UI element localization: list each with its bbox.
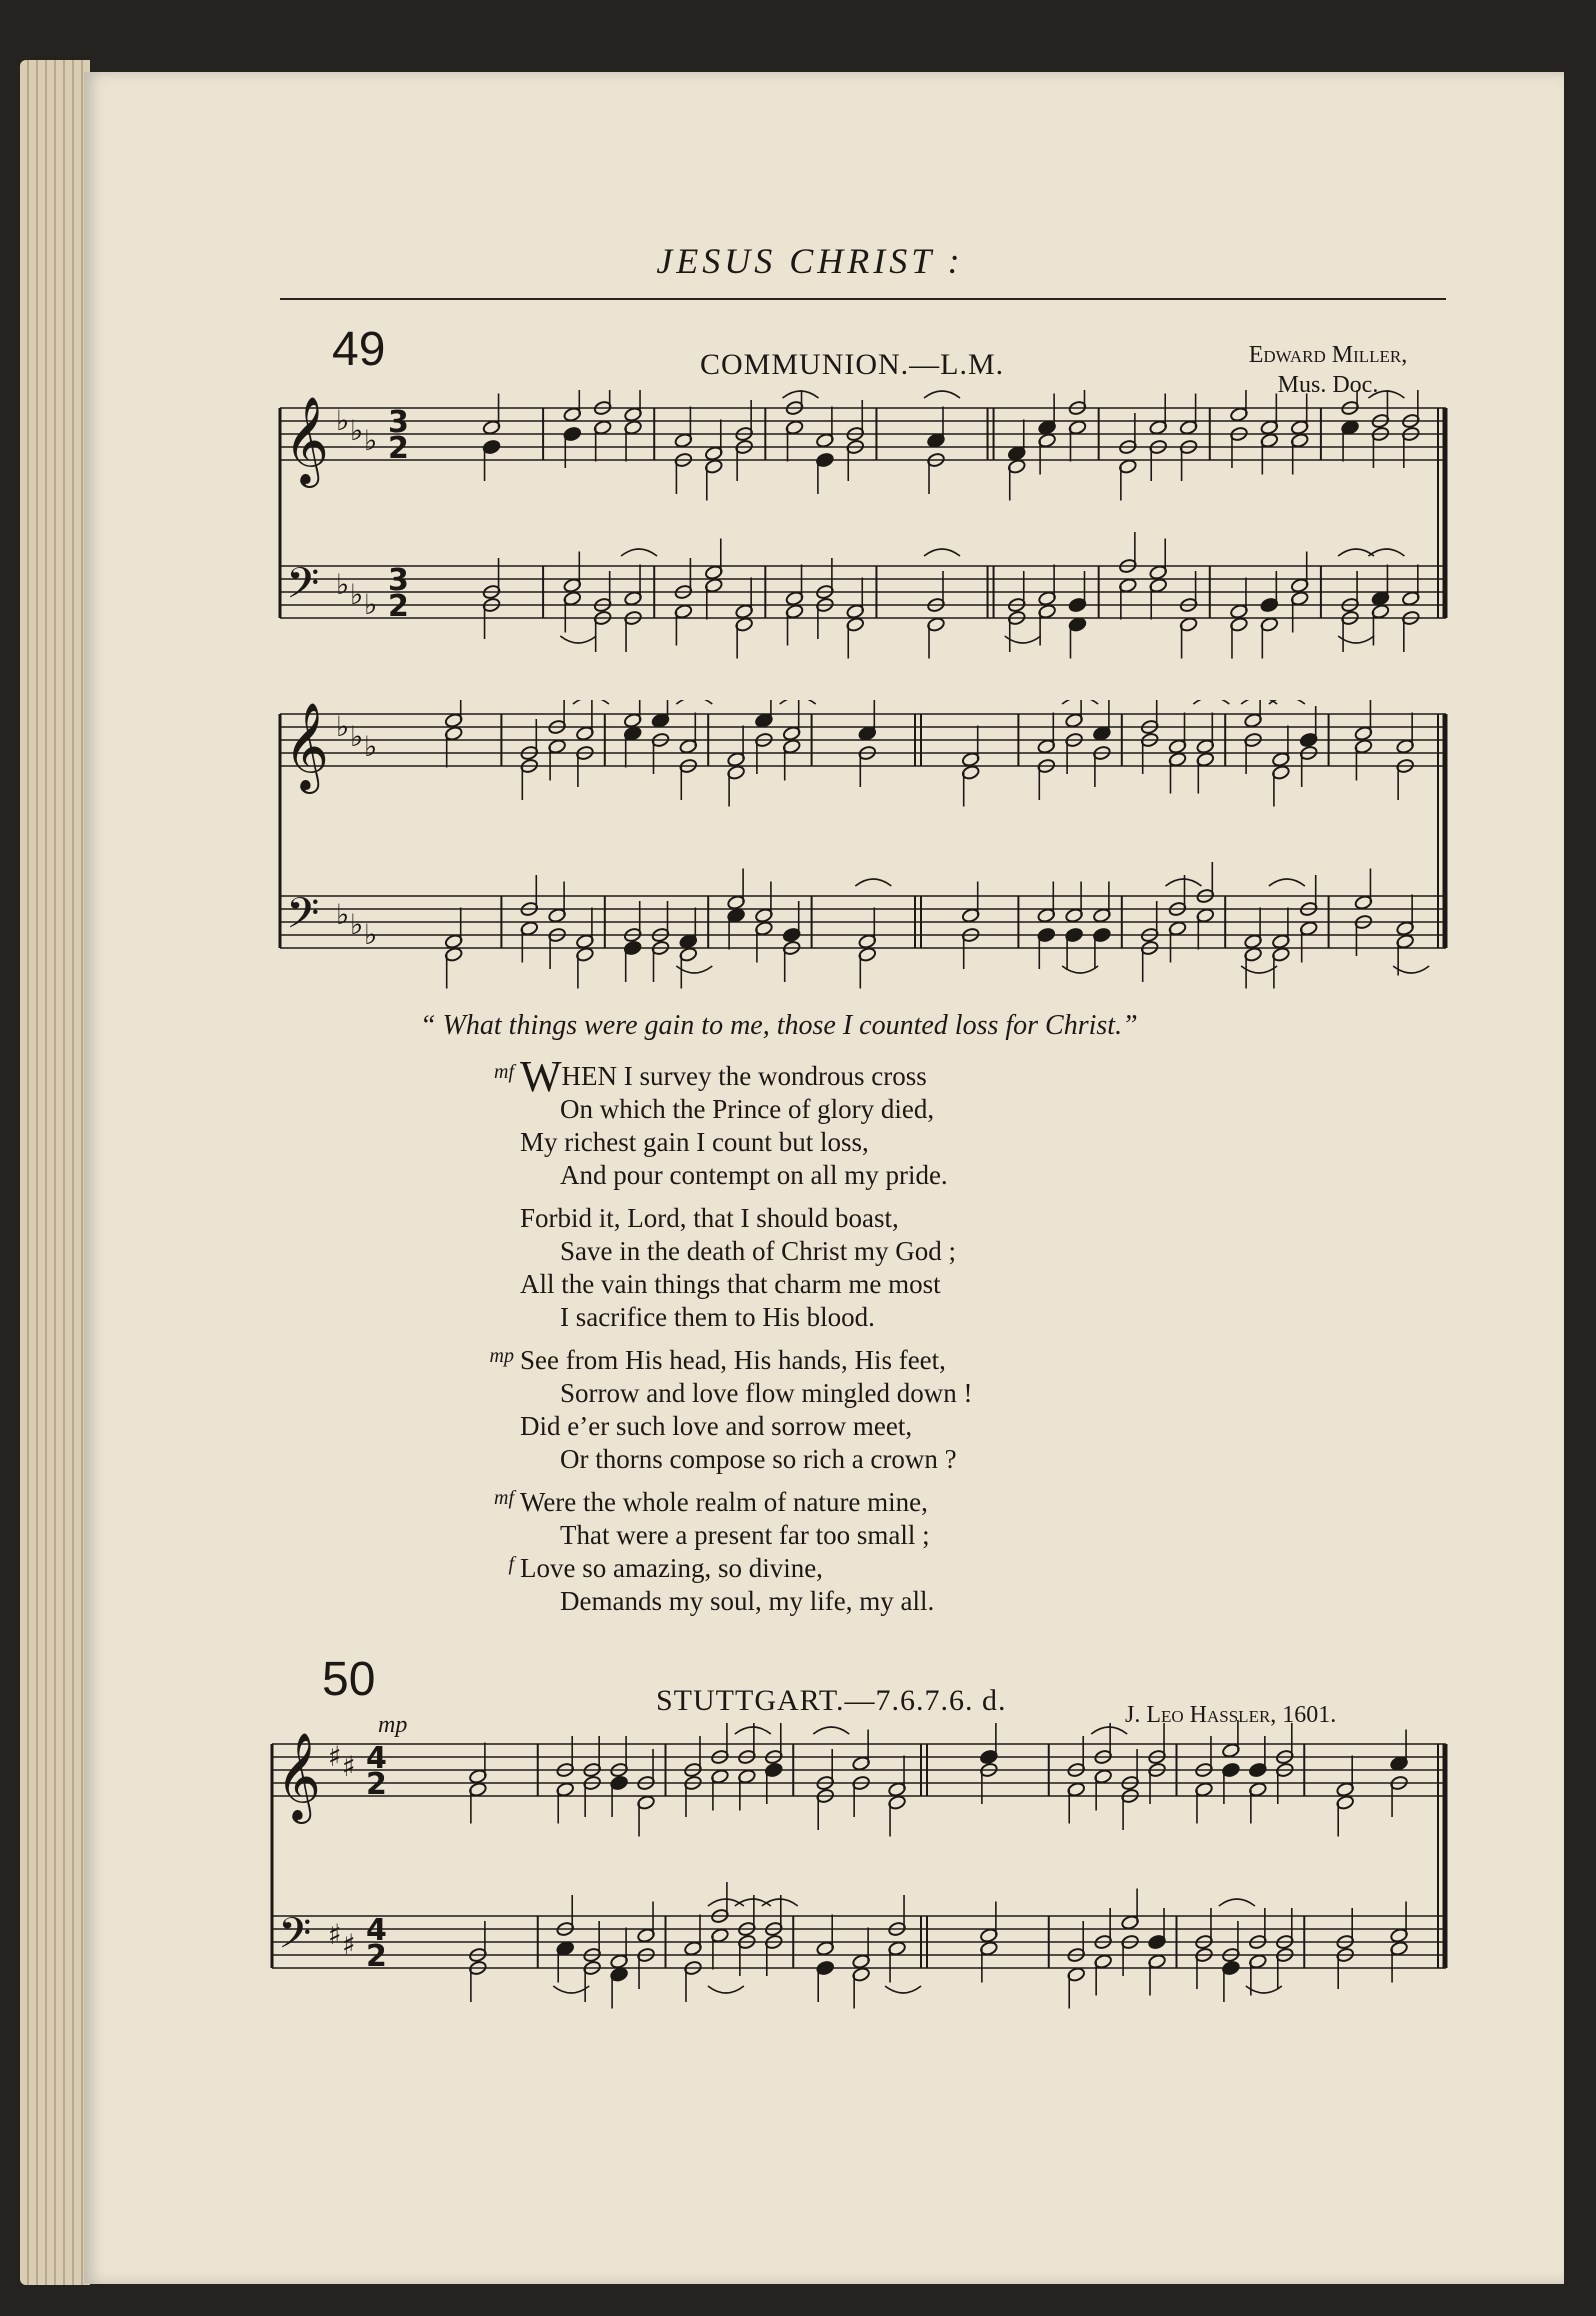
slur bbox=[1219, 1899, 1255, 1906]
slur bbox=[1166, 879, 1202, 886]
time-signature: 2 bbox=[366, 1939, 387, 1974]
time-signature: 4 bbox=[366, 1913, 387, 1948]
scripture-motto: “ What things were gain to me, those I counted loss for Christ.” bbox=[420, 1010, 1138, 1041]
key-signature-icon: ♭ bbox=[350, 578, 364, 611]
dynamic-mark: mf bbox=[494, 1487, 514, 1509]
key-signature-icon: ♭ bbox=[364, 588, 378, 621]
bass-clef-icon: 𝄢 bbox=[286, 889, 320, 949]
bass-clef-icon: 𝄢 bbox=[278, 1909, 312, 1969]
key-signature-icon: ♭ bbox=[350, 908, 364, 941]
key-signature-icon: ♭ bbox=[350, 414, 364, 447]
hymn-49-system-1 bbox=[276, 390, 1452, 660]
stanza-4 bbox=[494, 1486, 1280, 1618]
slur bbox=[621, 549, 657, 556]
key-signature-icon: ♯ bbox=[342, 1750, 356, 1783]
slur bbox=[783, 391, 819, 398]
verse-line: I sacrifice them to His blood. bbox=[560, 1302, 875, 1332]
hymn-50-composer bbox=[1125, 1700, 1455, 1730]
slur bbox=[762, 1899, 798, 1906]
slur bbox=[780, 700, 816, 704]
key-signature-icon: ♭ bbox=[364, 424, 378, 457]
dynamic-mark: mf bbox=[494, 1061, 514, 1083]
running-head: JESUS CHRIST : bbox=[656, 241, 964, 281]
verse-line: Sorrow and love flow mingled down ! bbox=[560, 1378, 973, 1408]
verse-line: Were the whole realm of nature mine, bbox=[520, 1487, 928, 1517]
dynamic-mark: mp bbox=[489, 1345, 514, 1367]
key-signature-icon: ♯ bbox=[328, 1740, 342, 1773]
hymn-49-number: 49 bbox=[332, 323, 386, 376]
verse-line: All the vain things that charm me most bbox=[520, 1269, 941, 1299]
time-signature: 2 bbox=[388, 589, 409, 624]
key-signature-icon: ♭ bbox=[336, 568, 350, 601]
verse-line: Did e’er such love and sorrow meet, bbox=[520, 1411, 913, 1441]
composer-degree: Mus. Doc. bbox=[1277, 372, 1379, 398]
drop-cap: W bbox=[520, 1052, 562, 1101]
key-signature-icon: ♯ bbox=[342, 1928, 356, 1961]
stanza-3 bbox=[489, 1344, 1280, 1476]
verse-line: That were a present far too small ; bbox=[560, 1520, 930, 1550]
slur bbox=[708, 1986, 744, 1993]
verse-line: Save in the death of Christ my God ; bbox=[560, 1236, 956, 1266]
stanza-1 bbox=[494, 1052, 1280, 1192]
treble-clef-icon: 𝄞 bbox=[276, 1731, 321, 1820]
slur bbox=[1269, 879, 1305, 886]
slur bbox=[735, 1899, 771, 1906]
key-signature-icon: ♭ bbox=[350, 720, 364, 753]
verse-line: Forbid it, Lord, that I should boast, bbox=[520, 1203, 899, 1233]
slur bbox=[885, 1986, 921, 1993]
time-signature: 4 bbox=[366, 1741, 387, 1776]
hymn-49-system-2 bbox=[276, 700, 1452, 990]
verse-line: My richest gain I count but loss, bbox=[520, 1127, 869, 1157]
slur bbox=[708, 1899, 744, 1906]
slur bbox=[1062, 700, 1098, 704]
verse-line: And pour contempt on all my pride. bbox=[560, 1160, 948, 1190]
key-signature-icon: ♭ bbox=[336, 898, 350, 931]
key-signature-icon: ♯ bbox=[328, 1918, 342, 1951]
time-signature: 2 bbox=[366, 1767, 387, 1802]
slur bbox=[924, 549, 960, 556]
slur bbox=[735, 1727, 771, 1734]
key-signature-icon: ♭ bbox=[364, 730, 378, 763]
verse-line: On which the Prince of glory died, bbox=[560, 1094, 935, 1124]
time-signature: 2 bbox=[388, 431, 409, 466]
key-signature-icon: ♭ bbox=[364, 918, 378, 951]
slur bbox=[676, 700, 712, 704]
slur bbox=[553, 1986, 589, 1993]
slur bbox=[924, 391, 960, 398]
hymn-50-tune-title: STUTTGART.—7.6.7.6. d. bbox=[656, 1684, 1007, 1717]
slur bbox=[1368, 391, 1404, 398]
page-edges bbox=[20, 60, 90, 2285]
slur bbox=[813, 1727, 849, 1734]
dynamic-mark: mp bbox=[378, 1712, 408, 1738]
verse-line: See from His head, His hands, His feet, bbox=[520, 1345, 946, 1375]
header-rule bbox=[280, 298, 1446, 300]
treble-clef-icon: 𝄞 bbox=[284, 395, 329, 484]
hymn-50-number: 50 bbox=[322, 1653, 376, 1706]
time-signature: 3 bbox=[388, 563, 409, 598]
key-signature-icon: ♭ bbox=[336, 710, 350, 743]
slur bbox=[573, 700, 609, 704]
composer-name: Edward Miller, bbox=[1248, 342, 1408, 368]
bass-clef-icon: 𝄢 bbox=[286, 559, 320, 619]
hymn-49-tune-title: COMMUNION.—L.M. bbox=[700, 348, 1005, 381]
verse-line: Love so amazing, so divine, bbox=[520, 1553, 823, 1583]
hymn-49-verses bbox=[489, 1052, 1280, 1628]
time-signature: 3 bbox=[388, 405, 409, 440]
slur bbox=[855, 879, 891, 886]
treble-clef-icon: 𝄞 bbox=[284, 701, 329, 790]
dynamic-mark: f bbox=[508, 1553, 514, 1575]
slur bbox=[1091, 1727, 1127, 1734]
composer-name: J. Leo Hassler, 1601. bbox=[1125, 1702, 1337, 1728]
hymn-50-system-1 bbox=[268, 1720, 1452, 2020]
slur bbox=[560, 636, 596, 643]
verse-line: Or thorns compose so rich a crown ? bbox=[560, 1444, 957, 1474]
verse-line: Demands my soul, my life, my all. bbox=[560, 1586, 935, 1616]
key-signature-icon: ♭ bbox=[336, 404, 350, 437]
stanza-2 bbox=[520, 1202, 1280, 1334]
slur bbox=[1193, 700, 1229, 704]
verse-line: HEN I survey the wondrous cross bbox=[561, 1061, 927, 1091]
